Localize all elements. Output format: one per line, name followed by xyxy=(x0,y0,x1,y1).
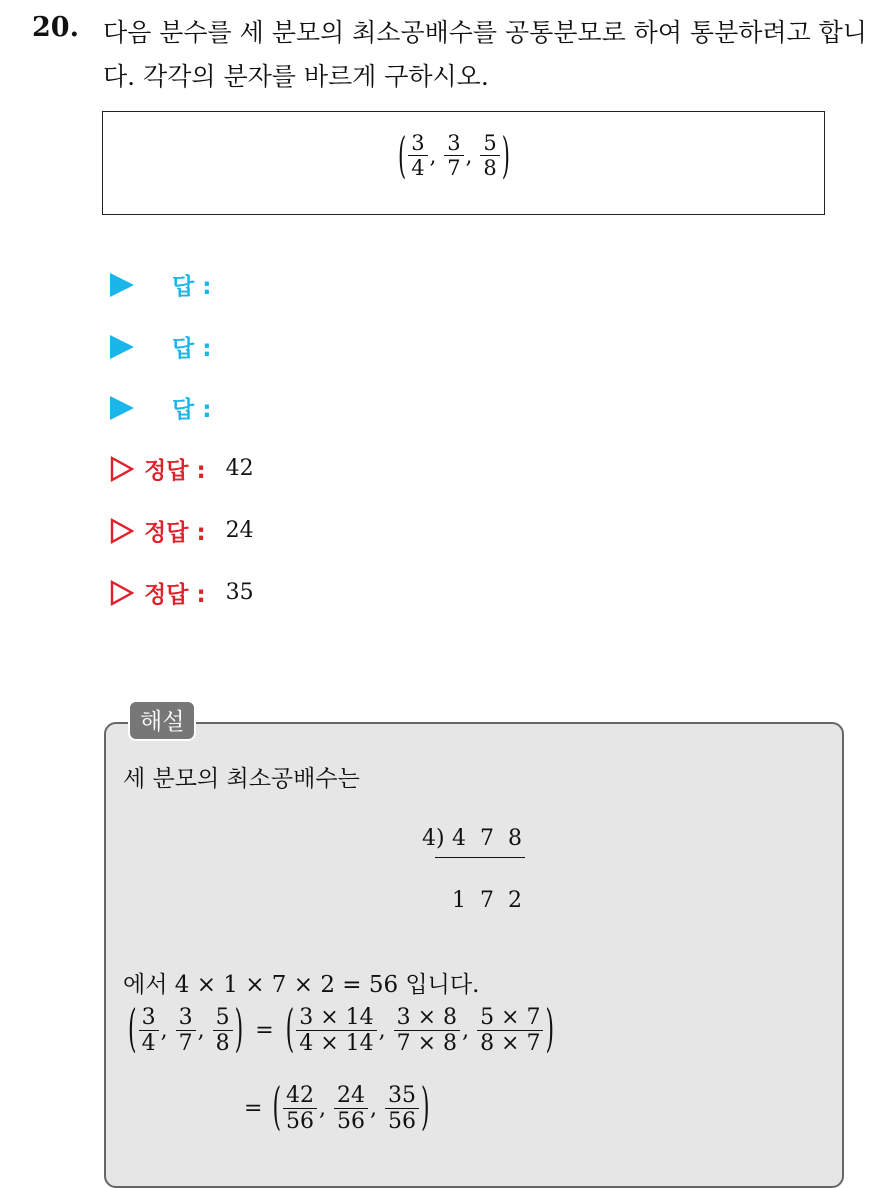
outline-triangle-icon xyxy=(110,580,134,606)
filled-triangle-icon xyxy=(110,273,134,297)
division-row-1: 4 7 8 xyxy=(452,826,522,851)
question-fractions xyxy=(398,127,510,184)
fraction-1 xyxy=(408,132,427,179)
equation-1: ( $\frac{3}{4}$ , $\frac{3}{7}$ , $\frac{5}{8}$ ) = ( $\frac{3 \times 14}{4 \times 14}$ , $\frac{3 \times 8}{7 \times 8}$ , $\frac{5 \times 7}{8 \times 7}$ ) xyxy=(128,1001,555,1060)
answer-label: 답 : xyxy=(172,274,212,300)
solution-intro: 세 분모의 최소공배수는 xyxy=(123,766,360,792)
division-divisor: 4) xyxy=(422,826,445,851)
outline-triangle-icon xyxy=(110,518,134,544)
answer-label: 답 : xyxy=(172,397,212,423)
correct-label: 정답 : xyxy=(144,520,206,546)
outline-triangle-icon xyxy=(110,456,134,482)
answer-row-3[interactable] xyxy=(110,391,211,424)
numerator: 3 xyxy=(444,132,463,156)
solution-result: 에서 4 × 1 × 7 × 2 = 56 입니다. xyxy=(123,972,480,998)
fraction-2 xyxy=(444,132,463,179)
correct-value: 42 xyxy=(225,456,254,481)
filled-triangle-icon xyxy=(110,396,134,420)
correct-value: 35 xyxy=(225,580,254,605)
fraction-3 xyxy=(480,132,499,179)
solution-tag: 해설 xyxy=(128,700,196,741)
correct-label: 정답 : xyxy=(144,582,206,608)
right-paren: ) xyxy=(234,1001,244,1060)
fraction: $\frac{3}{7}$ xyxy=(176,1006,196,1055)
filled-triangle-icon xyxy=(110,335,134,359)
fraction: $\frac{3 \times 8}{7 \times 8}$ xyxy=(394,1006,460,1055)
fraction: $\frac{3 \times 14}{4 \times 14}$ xyxy=(296,1006,376,1055)
fraction: $\frac{5 \times 7}{8 \times 7}$ xyxy=(477,1006,543,1055)
correct-label: 정답 : xyxy=(144,458,206,484)
denominator: 4 xyxy=(411,156,425,181)
left-paren: ( xyxy=(285,1001,295,1060)
correct-value: 24 xyxy=(225,518,254,543)
division-row-2: 1 7 2 xyxy=(452,888,522,913)
numerator: 5 xyxy=(480,132,499,156)
left-paren: ( xyxy=(398,127,407,184)
fraction: $\frac{42}{56}$ xyxy=(283,1084,317,1133)
division-line xyxy=(435,857,525,858)
fraction: $\frac{5}{8}$ xyxy=(213,1006,233,1055)
equals-sign: = xyxy=(255,1018,274,1044)
right-paren: ) xyxy=(421,1079,430,1138)
correct-row-2 xyxy=(110,514,254,547)
question-text: 다음 분수를 세 분모의 최소공배수를 공통분모로 하여 통분하려고 합니다. 각각의 분자를 바르게 구하시오. xyxy=(103,18,867,91)
equals-sign: = xyxy=(244,1096,263,1122)
answer-row-1[interactable] xyxy=(110,268,211,301)
equation-2: = ( $\frac{42}{56}$ , $\frac{24}{56}$ , $\frac{35}{56}$ ) xyxy=(244,1079,430,1138)
left-paren: ( xyxy=(272,1079,282,1138)
answer-label: 답 : xyxy=(172,336,212,362)
denominator: 7 xyxy=(447,156,461,181)
fraction: $\frac{3}{4}$ xyxy=(139,1006,159,1055)
correct-row-1 xyxy=(110,452,254,485)
correct-row-3 xyxy=(110,576,254,609)
numerator: 3 xyxy=(408,132,427,156)
right-paren: ) xyxy=(545,1001,555,1060)
answer-row-2[interactable] xyxy=(110,330,211,363)
fraction: $\frac{35}{56}$ xyxy=(385,1084,419,1133)
left-paren: ( xyxy=(128,1001,137,1060)
right-paren: ) xyxy=(501,127,510,184)
comma: , xyxy=(465,143,473,168)
comma: , xyxy=(429,143,437,168)
question-fraction-box xyxy=(102,111,825,215)
question-number: 20. xyxy=(32,12,79,43)
fraction: $\frac{24}{56}$ xyxy=(334,1084,368,1133)
denominator: 8 xyxy=(483,156,497,181)
